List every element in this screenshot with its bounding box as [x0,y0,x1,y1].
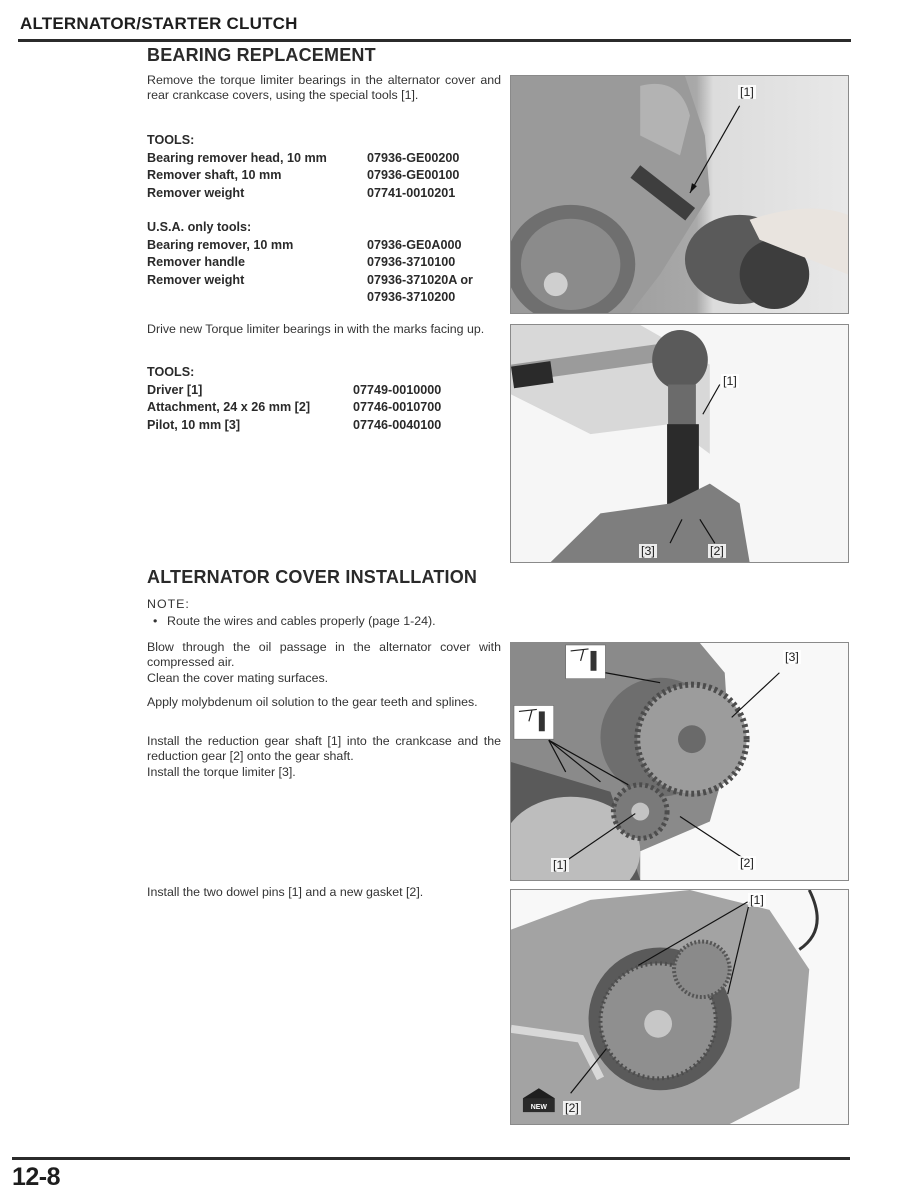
header-rule [18,39,851,42]
tool-row [147,167,459,185]
tools-label: TOOLS: [147,133,195,147]
bullet-icon: • [153,614,158,628]
blow-oil-passage-text: Blow through the oil passage in the alternator cover with compressed air. [147,640,501,669]
figure-dowel-pins-photo [510,889,849,1125]
callout-3: [3] [785,650,799,664]
callout-2: [2] [740,856,754,870]
tool-code: 07749-0010000 [353,382,442,397]
callout-1: [1] [553,858,567,872]
chapter-title: ALTERNATOR/STARTER CLUTCH [20,14,298,33]
tool-row [147,185,459,203]
new-icon-text: NEW [530,1104,547,1112]
drive-tools-list [147,364,441,434]
photo-illustration [511,76,848,313]
footer-rule [12,1157,850,1160]
figure-gear-installation-photo [510,642,849,881]
tool-row [147,382,441,400]
tool-name: Pilot, 10 mm [3] [147,417,241,432]
tool-name: Driver [1] [147,382,203,397]
tool-row [147,150,459,168]
tools-list [147,132,459,202]
tool-row [147,237,473,255]
clean-surfaces-text: Clean the cover mating surfaces. [147,671,329,685]
drive-tools-label: TOOLS: [147,365,195,379]
tool-name: Bearing remover head, 10 mm [147,150,327,165]
tool-code: 07741-0010201 [367,185,456,200]
page-number: 12-8 [12,1163,61,1191]
apply-oil-text: Apply molybdenum oil solution to the gear teeth and splines. [147,695,478,709]
figure-bearing-removal-photo [510,75,849,314]
tool-row [147,399,441,417]
tool-row [147,254,473,272]
callout-2: [2] [565,1101,579,1115]
usa-tools-list [147,219,473,307]
figure-bearing-installation-photo [510,324,849,563]
tool-name: Attachment, 24 x 26 mm [2] [147,400,311,414]
bearing-intro-text: Remove the torque limiter bearings in the alternator cover and rear crankcase covers, using the special tools [1]. [147,73,501,102]
tool-code: 07936-GE0A000 [367,237,462,252]
tool-row [147,289,473,307]
callout-1: [1] [750,893,764,907]
note-text: Route the wires and cables properly (page 1-24). [167,614,436,628]
callout-2: [2] [710,544,724,558]
tool-name: Remover weight [147,185,245,200]
tool-row [147,417,441,435]
tool-name [147,289,367,307]
note-label: NOTE: [147,597,190,611]
install-limiter-text: Install the torque limiter [3]. [147,765,296,779]
drive-bearings-text: Drive new Torque limiter bearings in with the marks facing up. [147,322,485,336]
tool-name: Remover handle [147,255,245,269]
tool-code: 07936-GE00200 [367,150,460,165]
oil-can-icon [566,645,606,679]
tool-row [147,272,473,290]
usa-tools-label: U.S.A. only tools: [147,220,252,234]
callout-3: [3] [641,544,655,558]
tool-code: 07936-3710100 [367,255,456,269]
tool-name: Remover shaft, 10 mm [147,168,282,182]
photo-illustration [511,643,848,880]
dowel-pins-text: Install the two dowel pins [1] and a new gasket [2]. [147,885,424,899]
tool-name: Bearing remover, 10 mm [147,237,294,252]
tool-code: 07936-371020A or [367,272,473,287]
install-shaft-text: Install the reduction gear shaft [1] into the crankcase and the reduction gear [2] onto the gear shaft. [147,734,501,763]
photo-illustration [511,890,848,1124]
callout-1: [1] [723,374,737,388]
tool-name: Remover weight [147,272,245,287]
tool-code: 07746-0010700 [353,400,442,414]
section-title-cover-installation: ALTERNATOR COVER INSTALLATION [147,567,478,587]
callout-1: [1] [740,85,754,99]
section-title-bearing-replacement: BEARING REPLACEMENT [147,45,376,65]
photo-illustration [511,325,848,562]
tool-code: 07936-GE00100 [367,168,460,182]
tool-code: 07936-3710200 [367,290,456,304]
oil-can-icon [514,705,554,739]
tool-code: 07746-0040100 [353,417,442,432]
note-item [153,614,436,628]
